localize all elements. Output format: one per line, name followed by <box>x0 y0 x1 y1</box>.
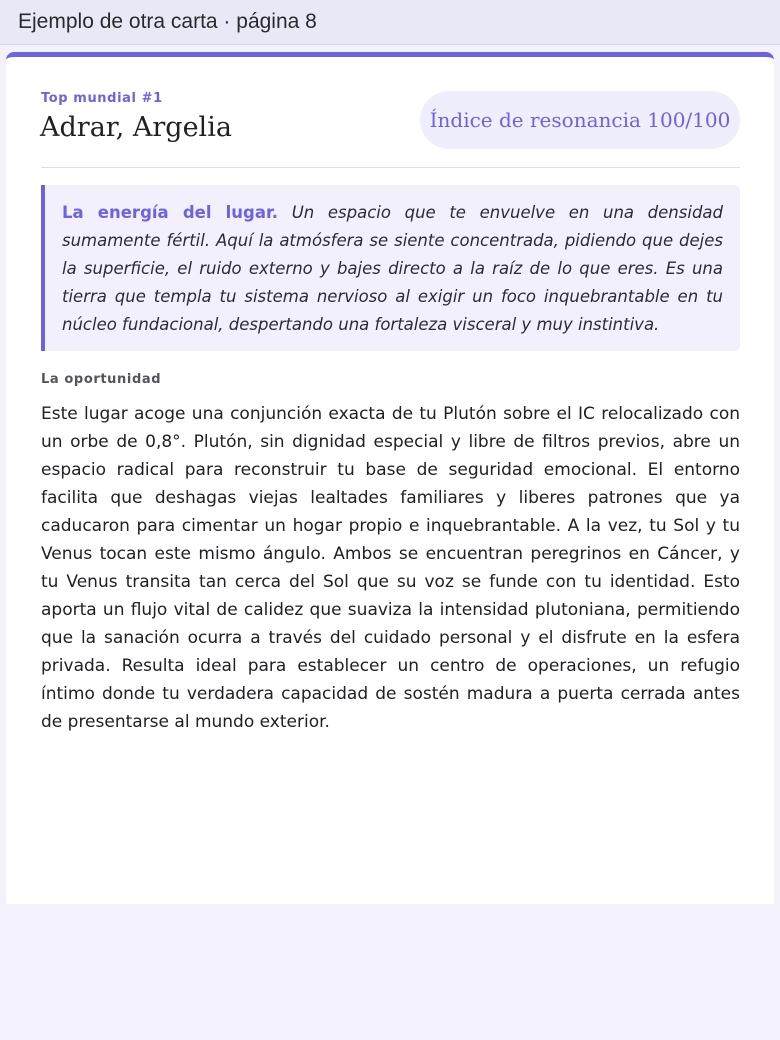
energy-paragraph <box>62 199 723 339</box>
divider <box>41 167 740 168</box>
energy-lead: La energía del lugar. <box>62 203 279 222</box>
opportunity-heading: La oportunidad <box>41 372 162 387</box>
opportunity-paragraph: Este lugar acoge una conjunción exacta de tu Plutón sobre el IC relocalizado con un orbe de 0,8°. Plutón, sin dignidad especial y libre de filtros previos, abre un espacio radical para reconstruir tu base de seguridad emocional. El entorno facilita que deshagas viejas lealtades familiares y liberes patrones que ya caducaron para cimentar un hogar propio e inquebrantable. A la vez, tu Sol y tu Venus tocan este mismo ángulo. Ambos se encuentran peregrinos en Cáncer, y tu Venus transita tan cerca del Sol que su voz se funde con tu identidad. Esto aporta un flujo vital de calidez que suaviza la intensidad plutoniana, permitiendo que la sanación ocurra a través del cuidado personal y el disfrute en la esfera privada. Resulta ideal para establecer un centro de operaciones, un refugio íntimo donde tu verdadera capacidad de sostén madura a puerta cerrada antes de presentarse al mundo exterior. <box>41 404 740 732</box>
page-title: Ejemplo de otra carta · página 8 <box>18 10 317 33</box>
rank-label: Top mundial #1 <box>41 91 163 106</box>
resonance-score-label: Índice de resonancia 100/100 <box>429 108 731 132</box>
resonance-score-badge <box>420 91 740 149</box>
energy-text: Un espacio que te envuelve en una densidad sumamente fértil. Aquí la atmósfera se siente concentrada, pidiendo que dejes la superficie, el ruido externo y bajes directo a la raíz de lo que eres. Es una tierra que templa tu sistema nervioso al exigir un foco inquebrantable en tu núcleo fundacional, despertando una fortaleza visceral y muy instintiva. <box>62 203 723 334</box>
place-name: Adrar, Argelia <box>40 112 232 143</box>
energy-callout <box>41 185 740 351</box>
page-header <box>0 0 780 45</box>
location-card <box>6 52 774 904</box>
